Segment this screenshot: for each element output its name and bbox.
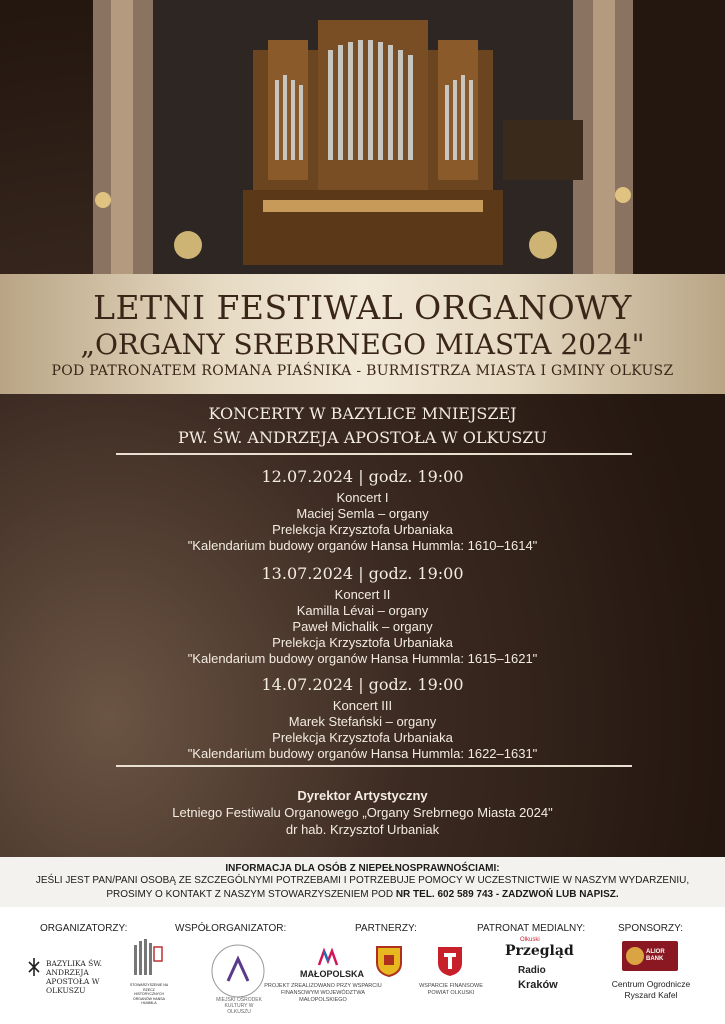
info-phone: NR TEL. 602 589 743 - ZADZWOŃ LUB NAPISZ.: [395, 889, 619, 900]
coorganizer-label: WSPÓŁORGANIZATOR:: [175, 923, 287, 934]
concert-block-3: [0, 675, 725, 762]
powiat-arms-icon: [436, 945, 464, 977]
przeglad-logo: Przegląd: [505, 943, 574, 959]
alior-icon: [626, 947, 644, 965]
concert-line: Kamilla Lévai – organy: [296, 603, 429, 618]
sponsor-line-2: Ryszard Kafel: [624, 990, 678, 1000]
chi-rho-icon: [26, 957, 42, 977]
concert-name: Koncert I: [336, 490, 389, 505]
concert-line: Prelekcja Krzysztofa Urbaniaka: [272, 522, 453, 537]
malopolska-logo-icon: [317, 947, 339, 967]
concert-date: 12.07.2024 | godz. 19:00: [261, 467, 464, 486]
patronage-line: POD PATRONATEM ROMANA PIAŚNIKA - BURMISTRZA MIASTA I GMINY OLKUSZ: [51, 363, 674, 379]
info-line-2: [0, 888, 725, 902]
accessibility-info: [0, 857, 725, 907]
mok-logo: MIEJSKI OŚRODEK KULTURY W OLKUSZU: [216, 997, 262, 1015]
concert-line: Maciej Semla – organy: [296, 506, 429, 521]
basilica-logo: BAZYLIKA ŚW. ANDRZEJA APOSTOŁA W OLKUSZU: [46, 959, 103, 995]
organizers-label: ORGANIZATORZY:: [40, 923, 128, 934]
concert-line: Marek Stefański – organy: [288, 714, 437, 729]
concert-date: 13.07.2024 | godz. 19:00: [261, 564, 464, 583]
organ-pipes-icon: [132, 937, 164, 981]
przeglad-small: Olkuski: [520, 937, 540, 943]
concert-date: 14.07.2024 | godz. 19:00: [261, 675, 464, 694]
malopolska-note: PROJEKT ZREALIZOWANO PRZY WSPARCIU FINANSOWYM WOJEWÓDZTWA MAŁOPOLSKIEGO: [264, 983, 382, 1003]
concert-line: "Kalendarium budowy organów Hansa Hummla: 1610–1614": [187, 538, 538, 553]
director-heading: Dyrektor Artystyczny: [297, 788, 428, 803]
artistic-director: [0, 787, 725, 838]
concert-name: Koncert II: [334, 587, 391, 602]
sponsors-footer: [0, 907, 725, 1024]
concert-name: Koncert III: [332, 698, 393, 713]
radio-logo-krakow: Kraków: [518, 979, 558, 991]
sponsors-label: SPONSORZY:: [618, 923, 684, 934]
concert-line: "Kalendarium budowy organów Hansa Hummla: 1615–1621": [187, 651, 538, 666]
festival-subtitle: „ORGANY SREBRNEGO MIASTA 2024": [80, 328, 645, 361]
sponsor-line-1: Centrum Ogrodnicze: [611, 979, 691, 989]
organ-photo: [93, 0, 633, 274]
divider-bottom: [116, 765, 632, 767]
powiat-note: WSPARCIE FINANSOWE POWIAT OLKUSKI: [419, 983, 483, 996]
concert-line: Paweł Michalik – organy: [292, 619, 433, 634]
malopolska-logo: MAŁOPOLSKA: [300, 969, 364, 979]
info-line-2-text: PROSIMY O KONTAKT Z NASZYM STOWARZYSZENIEM POD: [106, 889, 396, 900]
concert-line: Prelekcja Krzysztofa Urbaniaka: [272, 635, 453, 650]
director-name: dr hab. Krzysztof Urbaniak: [285, 822, 440, 837]
info-line-1: JEŚLI JEST PAN/PANI OSOBĄ ZE SZCZEGÓLNYMI POTRZEBAMI I POTRZEBUJE POMOCY W UCZESTNICTWIE W NASZYM WYDARZENIU,: [35, 875, 690, 886]
alior-bank-text: ALIOR BANK: [646, 949, 665, 962]
info-heading: INFORMACJA DLA OSÓB Z NIEPEŁNOSPRAWNOŚCIAMI:: [225, 863, 500, 874]
venue-line-2: PW. ŚW. ANDRZEJA APOSTOŁA W OLKUSZU: [178, 428, 547, 447]
divider-top: [116, 453, 632, 455]
concert-block-1: [0, 467, 725, 554]
radio-logo: Radio: [518, 965, 546, 976]
festival-title: LETNI FESTIWAL ORGANOWY: [93, 288, 632, 327]
director-line: Letniego Festiwalu Organowego „Organy Srebrnego Miasta 2024": [172, 805, 553, 820]
coat-of-arms-icon: [375, 945, 403, 977]
partners-label: PARTNERZY:: [355, 923, 417, 934]
venue-line-1: KONCERTY W BAZYLICE MNIEJSZEJ: [208, 404, 517, 423]
concert-block-2: [0, 564, 725, 667]
media-label: PATRONAT MEDIALNY:: [477, 923, 586, 934]
concert-line: "Kalendarium budowy organów Hansa Hummla: 1622–1631": [187, 746, 538, 761]
association-logo: STOWARZYSZENIE NA RZECZ HISTORYCZNYCH ORGANÓW HANSA HUMMLA: [129, 983, 169, 1005]
concert-line: Prelekcja Krzysztofa Urbaniaka: [272, 730, 453, 745]
alior-bank-logo: [622, 941, 678, 971]
